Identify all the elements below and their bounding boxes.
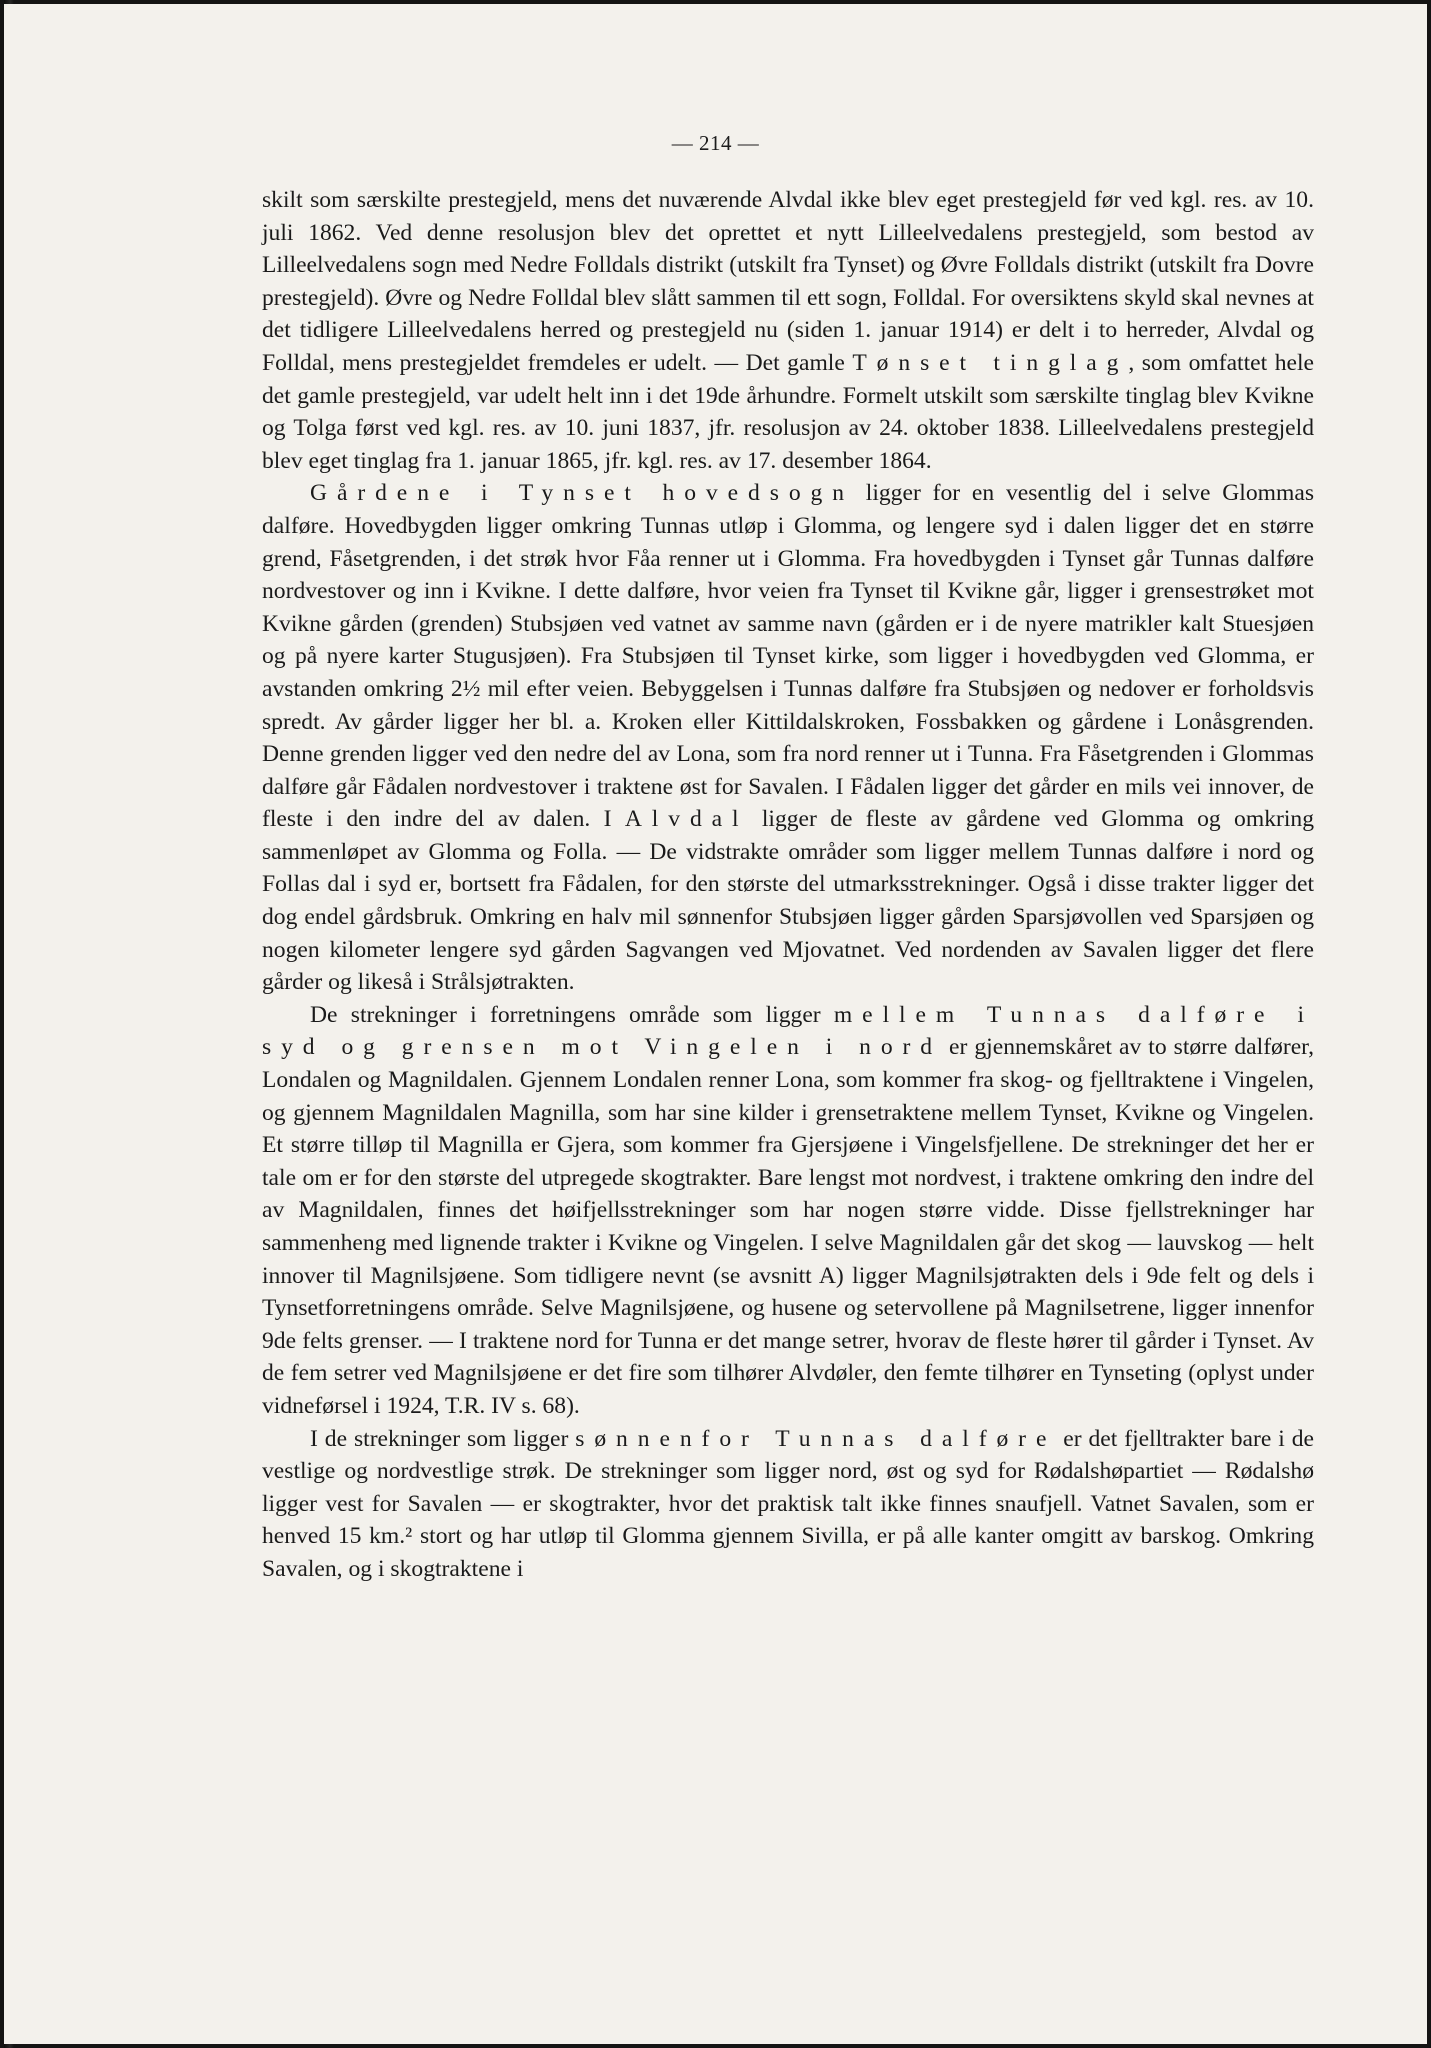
- document-page: [4, 4, 1427, 2044]
- paragraph-4: [262, 1423, 1314, 1586]
- text-segment: I de strekninger som ligger: [310, 1425, 576, 1452]
- spaced-term: mellem Tunnas dalføre i syd og grensen mot Vingelen i nord: [262, 1001, 1314, 1061]
- spaced-term: Tønset tinglag: [852, 349, 1129, 376]
- text-segment: De strekninger i forretningens område som ligger: [310, 1001, 834, 1028]
- text-segment: er det fjelltrakter bare i de vestlige og nordvestlige strøk. De strekninger som ligger nord, øst og syd for Rødalshøpartiet — Rødalshø ligger vest for Savalen — er skogtrakter, hvor det praktisk talt ikke finnes snaufjell. Vatnet Savalen, som er henved 15 km.² stort og har utløp til Glomma gjennem Sivilla, er på alle kanter omgitt av barskog. Omkring Savalen, og i skogtraktene i: [262, 1425, 1314, 1582]
- text-segment: ligger de fleste av gårdene ved Glomma og omkring sammenløpet av Glomma og Folla. — De vidstrakte områder som ligger mellem Tunnas dalføre i nord og Follas dal i syd er, bortsett fra Fådalen, for den største del utmarksstrekninger. Også i disse trakter ligger det dog endel gårdsbruk. Omkring en halv mil sønnenfor Stubsjøen ligger gården Sparsjøvollen ved Sparsjøen og nogen kilometer lengere syd gården Sagvangen ved Mjovatnet. Ved nordenden av Savalen ligger det flere gårder og likeså i Strålsjøtrakten.: [262, 806, 1315, 996]
- text-segment: , som omfattet hele det gamle prestegjeld, var udelt helt inn i det 19de århundre. Formelt utskilt som særskilte tinglag blev Kvikne og Tolga først ved kgl. res. av 10. juni 1837, jfr. resolusjon av 24. oktober 1838. Lilleelvedalens prestegjeld blev eget tinglag fra 1. januar 1865, jfr. kgl. res. av 17. desember 1864.: [262, 349, 1314, 474]
- text-segment: skilt som særskilte prestegjeld, mens det nuværende Alvdal ikke blev eget prestegjeld før ved kgl. res. av 10. juli 1862. Ved denne resolusjon blev det oprettet et nytt Lilleelvedalens prestegjeld, som bestod av Lilleelvedalens sogn med Nedre Folldals distrikt (utskilt fra Tynset) og Øvre Folldals distrikt (utskilt fra Dovre prestegjeld). Øvre og Nedre Folldal blev slått sammen til ett sogn, Folldal. For oversiktens skyld skal nevnes at det tidligere Lilleelvedalens herred og prestegjeld nu (siden 1. januar 1914) er delt i to herreder, Alvdal og Folldal, mens prestegjeldet fremdeles er udelt. — Det gamle: [262, 187, 1314, 376]
- paragraph-2: [262, 477, 1314, 999]
- page-number: — 214 —: [671, 131, 760, 155]
- paragraph-1: [262, 184, 1314, 477]
- spaced-term: Alvdal: [624, 806, 749, 833]
- spaced-term: Gårdene i Tynset hovedsogn: [310, 480, 854, 507]
- body-text: [262, 184, 1314, 1586]
- spaced-term: sønnenfor Tunnas dalføre: [575, 1425, 1057, 1452]
- text-segment: ligger for en vesentlig del i selve Glommas dalføre. Hovedbygden ligger omkring Tunnas utløp i Glomma, og lengere syd i dalen ligger det en større grend, Fåsetgrenden, i det strøk hvor Fåa renner ut i Glomma. Fra hovedbygden i Tynset går Tunnas dalføre nordvestover og inn i Kvikne. I dette dalføre, hvor veien fra Tynset til Kvikne går, ligger i grensestrøket mot Kvikne gården (grenden) Stubsjøen ved vatnet av samme navn (gården er i de nyere matrikler kalt Stuesjøen og på nyere karter Stugusjøen). Fra Stubsjøen til Tynset kirke, som ligger i hovedbygden ved Glomma, er avstanden omkring 2½ mil efter veien. Bebyggelsen i Tunnas dalføre fra Stubsjøen og nedover er forholdsvis spredt. Av gårder ligger her bl. a. Kroken eller Kittildalskroken, Fossbakken og gårdene i Lonåsgrenden. Denne grenden ligger ved den nedre del av Lona, som fra nord renner ut i Tunna. Fra Fåsetgrenden i Glommas dalføre går Fådalen nordvestover i traktene øst for Savalen. I Fådalen ligger det gårder en mils vei innover, de fleste i den indre del av dalen. I: [262, 480, 1314, 833]
- paragraph-3: [262, 999, 1314, 1423]
- text-segment: er gjennemskåret av to større dalfører, Londalen og Magnildalen. Gjennem Londalen renner Lona, som kommer fra skog- og fjelltraktene i Vingelen, og gjennem Magnildalen Magnilla, som har sine kilder i grensetraktene mellem Tynset, Kvikne og Vingelen. Et større tilløp til Magnilla er Gjera, som kommer fra Gjersjøene i Vingelsfjellene. De strekninger det her er tale om er for den største del utpregede skogtrakter. Bare lengst mot nordvest, i traktene omkring den indre del av Magnildalen, finnes det høifjellsstrekninger som har nogen større vidde. Disse fjellstrekninger har sammenheng med lignende trakter i Kvikne og Vingelen. I selve Magnildalen går det skog — lauvskog — helt innover til Magnilsjøene. Som tidligere nevnt (se avsnitt A) ligger Magnilsjøtrakten dels i 9de felt og dels i Tynsetforretningens område. Selve Magnilsjøene, og husene og setervollene på Magnilsetrene, ligger innenfor 9de felts grenser. — I traktene nord for Tunna er det mange setrer, hvorav de fleste hører til gårder i Tynset. Av de fem setrer ved Magnilsjøene er det fire som tilhører Alvdøler, den femte tilhører en Tynseting (oplyst under vidneførsel i 1924, T.R. IV s. 68).: [262, 1034, 1314, 1419]
